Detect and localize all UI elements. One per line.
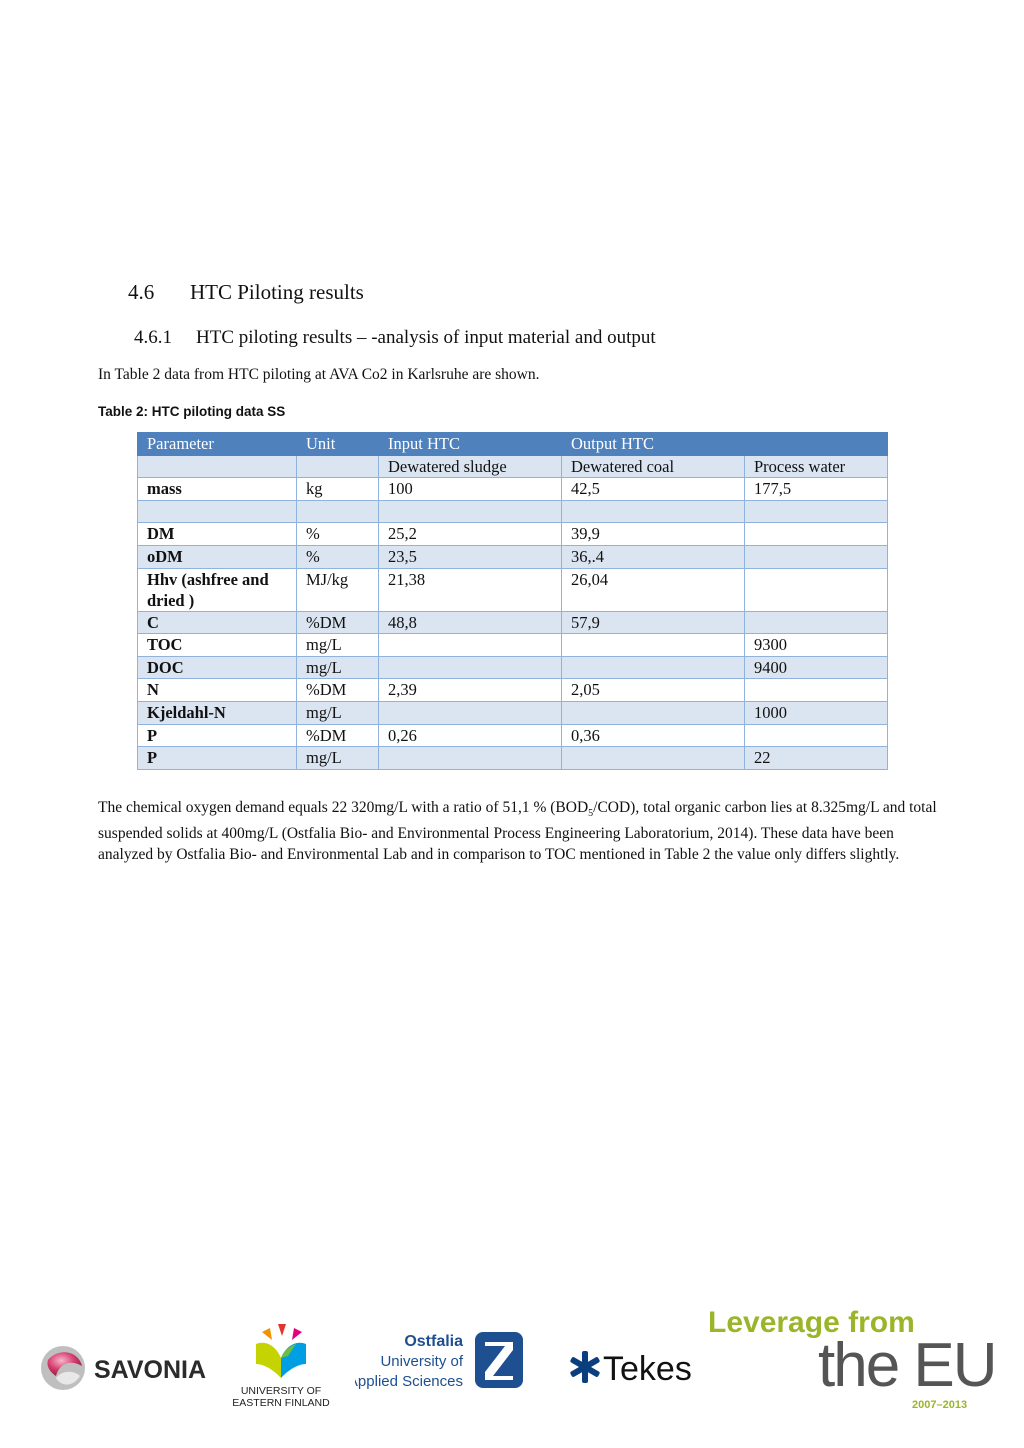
body-paragraph (98, 798, 938, 865)
header-cell: Unit (297, 433, 379, 456)
value-cell: 42,5 (562, 478, 745, 501)
tekes-wordmark: Tekes (603, 1350, 692, 1388)
subsection-heading (134, 327, 656, 349)
parameter-cell: DM (138, 523, 297, 546)
value-cell: mg/L (297, 747, 379, 770)
value-cell (379, 747, 562, 770)
value-cell (379, 500, 562, 523)
value-cell (562, 500, 745, 523)
savonia-wordmark: SAVONIA (94, 1356, 207, 1384)
value-cell: 100 (379, 478, 562, 501)
table-row (138, 568, 888, 611)
value-cell: 177,5 (745, 478, 888, 501)
value-cell (562, 634, 745, 657)
value-cell: 0,36 (562, 724, 745, 747)
table-header-row (138, 433, 888, 456)
value-cell (745, 500, 888, 523)
parameter-cell: oDM (138, 545, 297, 568)
parameter-cell: P (138, 724, 297, 747)
table-row (138, 724, 888, 747)
table-row (138, 679, 888, 702)
subsection-title: HTC piloting results – -analysis of input material and output (196, 327, 656, 348)
value-cell: % (297, 523, 379, 546)
subheader-cell: Dewatered coal (562, 455, 745, 478)
subscript: 5 (588, 808, 594, 820)
leverage-eu-logo (706, 1302, 996, 1412)
value-cell (745, 568, 888, 611)
subheader-cell (138, 455, 297, 478)
ostfalia-text-line3: Applied Sciences (355, 1373, 463, 1390)
tekes-logo (565, 1340, 707, 1390)
value-cell: 9300 (745, 634, 888, 657)
header-cell: Input HTC (379, 433, 562, 456)
subsection-number: 4.6.1 (134, 327, 172, 348)
value-cell: 23,5 (379, 545, 562, 568)
table-row (138, 611, 888, 634)
value-cell: 22 (745, 747, 888, 770)
value-cell: 39,9 (562, 523, 745, 546)
table-row (138, 500, 888, 523)
section-number: 4.6 (128, 280, 155, 304)
subheader-cell: Dewatered sludge (379, 455, 562, 478)
uef-text-line2: EASTERN FINLAND (232, 1397, 330, 1409)
value-cell: 57,9 (562, 611, 745, 634)
value-cell (379, 634, 562, 657)
value-cell: %DM (297, 611, 379, 634)
value-cell (379, 656, 562, 679)
value-cell: 2,05 (562, 679, 745, 702)
parameter-cell: mass (138, 478, 297, 501)
parameter-cell: TOC (138, 634, 297, 657)
parameter-cell: Hhv (ashfree and dried ) (138, 568, 297, 611)
value-cell: 9400 (745, 656, 888, 679)
intro-text: In Table 2 data from HTC piloting at AVA Co2 in Karlsruhe are shown. (98, 366, 540, 383)
paragraph-part: The chemical oxygen demand equals 22 320mg/L with a ratio of 51,1 % (BOD (98, 799, 589, 816)
value-cell: mg/L (297, 634, 379, 657)
parameter-cell (138, 500, 297, 523)
value-cell: mg/L (297, 701, 379, 724)
value-cell (562, 656, 745, 679)
value-cell: 21,38 (379, 568, 562, 611)
value-cell: MJ/kg (297, 568, 379, 611)
table-row (138, 478, 888, 501)
value-cell (297, 500, 379, 523)
parameter-cell: N (138, 679, 297, 702)
htc-data-table (137, 432, 888, 770)
parameter-cell: Kjeldahl-N (138, 701, 297, 724)
ostfalia-logo (355, 1328, 530, 1394)
eu-text-line1: Leverage from (708, 1306, 915, 1339)
paragraph-part: /COD), total organic carbon lies at 8.325mg/L and total suspended solids at 400mg/L (Ostfalia Bio- and Environmental Process Engineering Laboratorium, 2014). These data have been analyzed by Ostfalia Bio- and Environmental Lab and in comparison to TOC mentioned in Table 2 the value only differs slightly. (98, 799, 937, 863)
uef-logo (226, 1320, 336, 1410)
table-row (138, 545, 888, 568)
table-caption: Table 2: HTC piloting data SS (98, 404, 286, 419)
table-body (138, 478, 888, 770)
subheader-cell (297, 455, 379, 478)
table-row (138, 747, 888, 770)
table-row (138, 634, 888, 657)
parameter-cell: P (138, 747, 297, 770)
value-cell: 2,39 (379, 679, 562, 702)
value-cell (562, 701, 745, 724)
ostfalia-text-line2: University of (380, 1353, 463, 1370)
value-cell: %DM (297, 679, 379, 702)
header-cell: Parameter (138, 433, 297, 456)
uef-text-line1: UNIVERSITY OF (240, 1385, 322, 1397)
savonia-logo (38, 1340, 216, 1396)
section-heading (128, 280, 364, 305)
eu-years: 2007–2013 (912, 1399, 968, 1411)
value-cell: % (297, 545, 379, 568)
value-cell: 26,04 (562, 568, 745, 611)
header-cell: Output HTC (562, 433, 888, 456)
value-cell (379, 701, 562, 724)
value-cell: kg (297, 478, 379, 501)
value-cell: 36,.4 (562, 545, 745, 568)
eu-text-line2: the EU (818, 1331, 996, 1400)
value-cell (745, 679, 888, 702)
value-cell (562, 747, 745, 770)
value-cell: mg/L (297, 656, 379, 679)
value-cell: %DM (297, 724, 379, 747)
value-cell: 0,26 (379, 724, 562, 747)
ostfalia-text-line1: Ostfalia (404, 1333, 463, 1350)
table-row (138, 701, 888, 724)
value-cell: 25,2 (379, 523, 562, 546)
table-subheader-row (138, 455, 888, 478)
value-cell: 48,8 (379, 611, 562, 634)
paragraph-text (98, 798, 938, 865)
value-cell (745, 523, 888, 546)
value-cell (745, 724, 888, 747)
value-cell (745, 545, 888, 568)
parameter-cell: DOC (138, 656, 297, 679)
section-title: HTC Piloting results (190, 280, 364, 304)
subheader-cell: Process water (745, 455, 888, 478)
value-cell: 1000 (745, 701, 888, 724)
table-row (138, 656, 888, 679)
parameter-cell: C (138, 611, 297, 634)
value-cell (745, 611, 888, 634)
table-row (138, 523, 888, 546)
